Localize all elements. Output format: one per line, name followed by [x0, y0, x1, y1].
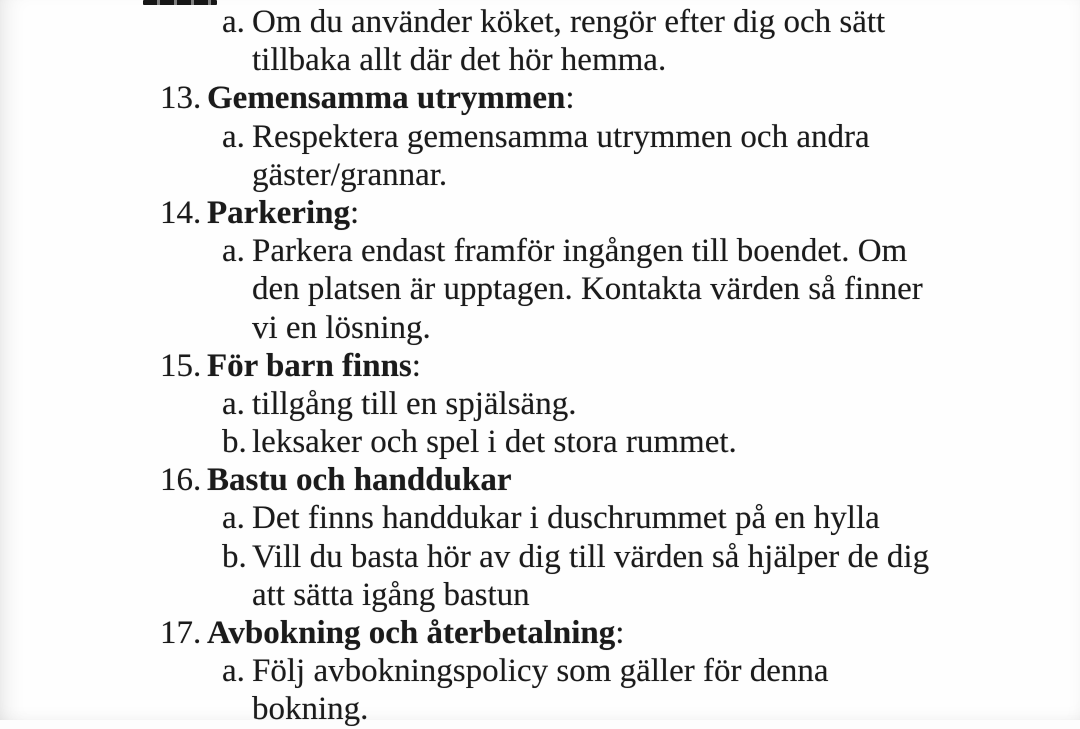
list-subitem-continuation: [0, 309, 1080, 347]
subitem-text: leksaker och spel i det stora rummet.: [252, 424, 737, 461]
subitem-text: Respektera gemensamma utrymmen och andra: [252, 118, 870, 155]
list-subitem-continuation: [0, 576, 1080, 614]
item-number: 17.: [160, 615, 202, 651]
subitem-text: Följ avbokningspolicy som gäller för denna: [252, 653, 829, 690]
subitem-marker: a.: [222, 233, 245, 270]
item-number: 15.: [160, 347, 202, 384]
item-title: Parkering: [207, 194, 350, 231]
item-title: Bastu och handdukar: [207, 462, 512, 499]
subitem-text: gäster/grannar.: [252, 156, 448, 193]
subitem-text: vi en lösning.: [252, 309, 431, 346]
list-subitem: [0, 232, 1080, 270]
list-subitem: [0, 538, 1080, 576]
item-suffix: :: [615, 615, 625, 651]
subitem-text: Det finns handdukar i duschrummet på en hylla: [252, 500, 880, 537]
list-item-heading: [0, 79, 1080, 117]
list-subitem-continuation: [0, 156, 1080, 194]
subitem-text: Om du använder köket, rengör efter dig och sätt: [252, 4, 886, 40]
subitem-text: bokning.: [252, 691, 369, 728]
subitem-text: tillgång till en spjälsäng.: [252, 385, 577, 422]
item-title: Gemensamma utrymmen: [207, 80, 566, 117]
subitem-text: den platsen är upptagen. Kontakta värden så finner: [252, 271, 923, 308]
list-subitem-continuation: [0, 270, 1080, 308]
subitem-marker: a.: [222, 653, 245, 690]
subitem-marker: a.: [222, 385, 245, 422]
subitem-text: Vill du basta hör av dig till värden så hjälper de dig: [252, 538, 930, 575]
subitem-text: att sätta igång bastun: [252, 576, 530, 613]
list-subitem-continuation: [0, 690, 1080, 728]
list-subitem-continuation: [0, 41, 1080, 79]
list-item-heading: [0, 347, 1080, 385]
item-number: 14.: [160, 194, 202, 231]
item-suffix: :: [349, 194, 360, 231]
subitem-marker: b.: [222, 538, 247, 575]
list-subitem: [0, 652, 1080, 690]
list-item-heading: [0, 461, 1080, 499]
subitem-text: tillbaka allt där det hör hemma.: [252, 42, 667, 79]
item-number: 13.: [160, 80, 202, 117]
list-item-heading: [0, 614, 1080, 652]
list-subitem: [0, 3, 1080, 41]
subitem-text: Parkera endast framför ingången till boendet. Om: [252, 233, 908, 270]
document-body: [0, 3, 1080, 729]
item-title: För barn finns: [207, 347, 412, 384]
subitem-marker: a.: [222, 500, 245, 537]
subitem-marker: a.: [222, 118, 245, 155]
list-item-heading: [0, 194, 1080, 232]
list-subitem: [0, 118, 1080, 156]
item-suffix: :: [411, 347, 421, 384]
list-subitem: [0, 423, 1080, 461]
subitem-marker: a.: [222, 4, 245, 40]
list-subitem: [0, 385, 1080, 423]
subitem-marker: b.: [222, 424, 247, 461]
item-suffix: :: [565, 80, 575, 117]
item-title: Avbokning och återbetalning: [207, 615, 616, 651]
list-subitem: [0, 499, 1080, 537]
item-number: 16.: [160, 462, 202, 499]
